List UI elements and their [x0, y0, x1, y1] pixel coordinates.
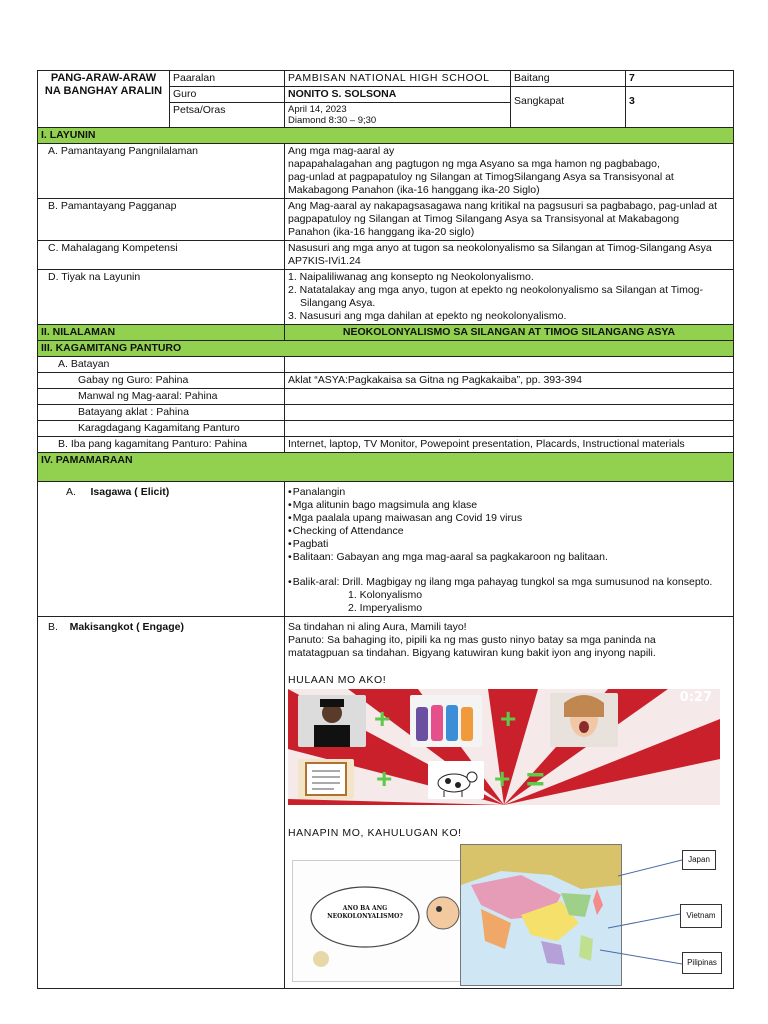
guro-value: NONITO S. SOLSONA	[285, 87, 511, 103]
balik-aral-item: 1. Kolonyalismo	[348, 589, 423, 601]
pamantayang-pangnilalaman-value: Ang mga mag-aaral ay napapahalagahan ang pagtugon ng mga Asyano sa mga hamon ng pagbabago, pag-unlad at pagpapatuloy ng Silangan at TimogSilangang Asya sa Transisyonal at Makabagong Panahon (ika-16 hanggang ika-20 Siglo)	[285, 144, 734, 199]
map-label-pilipinas: Pilipinas	[682, 952, 722, 974]
iba-pang-kagamitan-label: B. Iba pang kagamitang Panturo: Pahina	[38, 437, 285, 453]
petsa-value: April 14, 2023 Diamond 8:30 – 9;30	[285, 103, 511, 128]
manwal-value	[285, 389, 734, 405]
karagdagang-label: Karagdagang Kagamitang Panturo	[38, 421, 285, 437]
makisangkot-panuto: Panuto: Sa bahaging ito, pipili ka ng mas gusto ninyo batay sa mga paninda na	[288, 634, 656, 646]
plus-icon: +	[500, 703, 517, 734]
hulaan-heading: HULAAN MO AKO!	[288, 674, 387, 686]
gabay-value: Aklat “ASYA:Pagkakaisa sa Gitna ng Pagkakaiba”, pp. 393-394	[285, 373, 734, 389]
paaralan-label: Paaralan	[170, 71, 285, 87]
balik-aral: • Balik-aral: Drill. Magbigay ng ilang mga pahayag tungkol sa mga sumusunod na konsepto.	[288, 576, 730, 589]
cow-image	[428, 761, 484, 799]
balik-aral-item: 2. Imperyalismo	[348, 602, 423, 614]
mahalagang-kompetensi-value: Nasusuri ang mga anyo at tugon sa neokolonyalismo sa Silangan at Timog-Silangang Asya AP7KIS-IVi1.24	[285, 241, 734, 270]
iba-pang-kagamitan-value: Internet, laptop, TV Monitor, Powepoint presentation, Placards, Instructional materials	[285, 437, 734, 453]
plan-title: PANG-ARAW-ARAW NA BANGHAY ARALIN	[38, 71, 170, 128]
list-item: • Pagbati	[288, 538, 730, 551]
plus-icon: +	[374, 703, 391, 734]
isagawa-list	[288, 486, 730, 564]
karagdagang-value	[285, 421, 734, 437]
pamantayang-pangnilalaman-label: A. Pamantayang Pangnilalaman	[38, 144, 285, 199]
timer-display: 0:27	[679, 690, 712, 705]
cloud-text: ANO BA ANG NEOKOLONYALISMO?	[327, 905, 403, 920]
batayang-aklat-label: Batayang aklat : Pahina	[38, 405, 285, 421]
lotion-bottles-image	[410, 695, 482, 747]
batayang-aklat-value	[285, 405, 734, 421]
pamamaraan-heading: IV. PAMAMARAAN	[38, 453, 734, 482]
nilalaman-heading: II. NILALAMAN	[38, 325, 285, 341]
pamantayang-pagganap-value: Ang Mag-aaral ay nakapagsasagawa nang kritikal na pagsusuri sa pagbabago, pag-unlad at pagpapatuloy ng Silangan at Timog Silangang Asya sa Transisyonal at Makabagong Panahon (ika-16 hanggang ika-20 siglo)	[285, 199, 734, 241]
mahalagang-kompetensi-label: C. Mahalagang Kompetensi	[38, 241, 285, 270]
map-activity	[288, 852, 728, 987]
connector-lines	[288, 842, 728, 989]
lesson-plan-table	[37, 70, 734, 989]
map-label-vietnam: Vietnam	[680, 904, 722, 928]
makisangkot-intro: Sa tindahan ni aling Aura, Mamili tayo!	[288, 621, 467, 633]
tiyak-na-layunin-value: 1. Naipaliliwanag ang konsepto ng Neokolonyalismo. 2. Natatalakay ang mga anyo, tugon at epekto ng neokolonyalismo sa Silangan at Timog- Silangang Asya. 3. Nasusuri ang mga dahilan at epekto ng neokolonyalismo.	[285, 270, 734, 325]
layunin-heading: I. LAYUNIN	[38, 128, 734, 144]
makisangkot-content	[285, 617, 734, 989]
list-item: • Balitaan: Gabayan ang mga mag-aaral sa pagkakaroon ng balitaan.	[288, 551, 730, 564]
makisangkot-panuto-cont: matatagpuan sa tindahan. Bigyang katuwiran kung bakit iyon ang inyong napili.	[288, 647, 656, 659]
sangkapat-label: Sangkapat	[511, 87, 626, 128]
hanapin-heading: HANAPIN MO, KAHULUGAN KO!	[288, 827, 462, 839]
kagamitan-heading: III. KAGAMITANG PANTURO	[38, 341, 734, 357]
pamantayang-pagganap-label: B. Pamantayang Pagganap	[38, 199, 285, 241]
tiyak-na-layunin-label: D. Tiyak na Layunin	[38, 270, 285, 325]
makisangkot-label: B. Makisangkot ( Engage)	[38, 617, 285, 989]
paaralan-value: PAMBISAN NATIONAL HIGH SCHOOL	[285, 71, 511, 87]
list-item: • Checking of Attendance	[288, 525, 730, 538]
guro-label: Guro	[170, 87, 285, 103]
map-label-japan: Japan	[682, 850, 716, 870]
equals-icon: =	[526, 761, 545, 797]
petsa-label: Petsa/Oras	[170, 103, 285, 128]
batayan-value	[285, 357, 734, 373]
isagawa-content	[285, 482, 734, 617]
checklist-image	[298, 759, 354, 799]
batayan-label: A. Batayan	[38, 357, 285, 373]
guess-game-image	[288, 689, 720, 805]
baitang-label: Baitang	[511, 71, 626, 87]
manwal-label: Manwal ng Mag-aaral: Pahina	[38, 389, 285, 405]
isagawa-label: A. Isagawa ( Elicit)	[38, 482, 285, 617]
list-item: • Mga alitunin bago magsimula ang klase	[288, 499, 730, 512]
nilalaman-topic: NEOKOLONYALISMO SA SILANGAN AT TIMOG SILANGANG ASYA	[285, 325, 734, 341]
baitang-value: 7	[626, 71, 734, 87]
person-image	[298, 695, 366, 747]
plus-icon: +	[376, 763, 393, 794]
list-item: • Panalangin	[288, 486, 730, 499]
plus-icon: +	[494, 763, 511, 794]
gabay-label: Gabay ng Guro: Pahina	[38, 373, 285, 389]
sangkapat-value: 3	[626, 87, 734, 128]
screaming-woman-image	[550, 693, 618, 747]
list-item: • Mga paalala upang maiwasan ang Covid 19 virus	[288, 512, 730, 525]
